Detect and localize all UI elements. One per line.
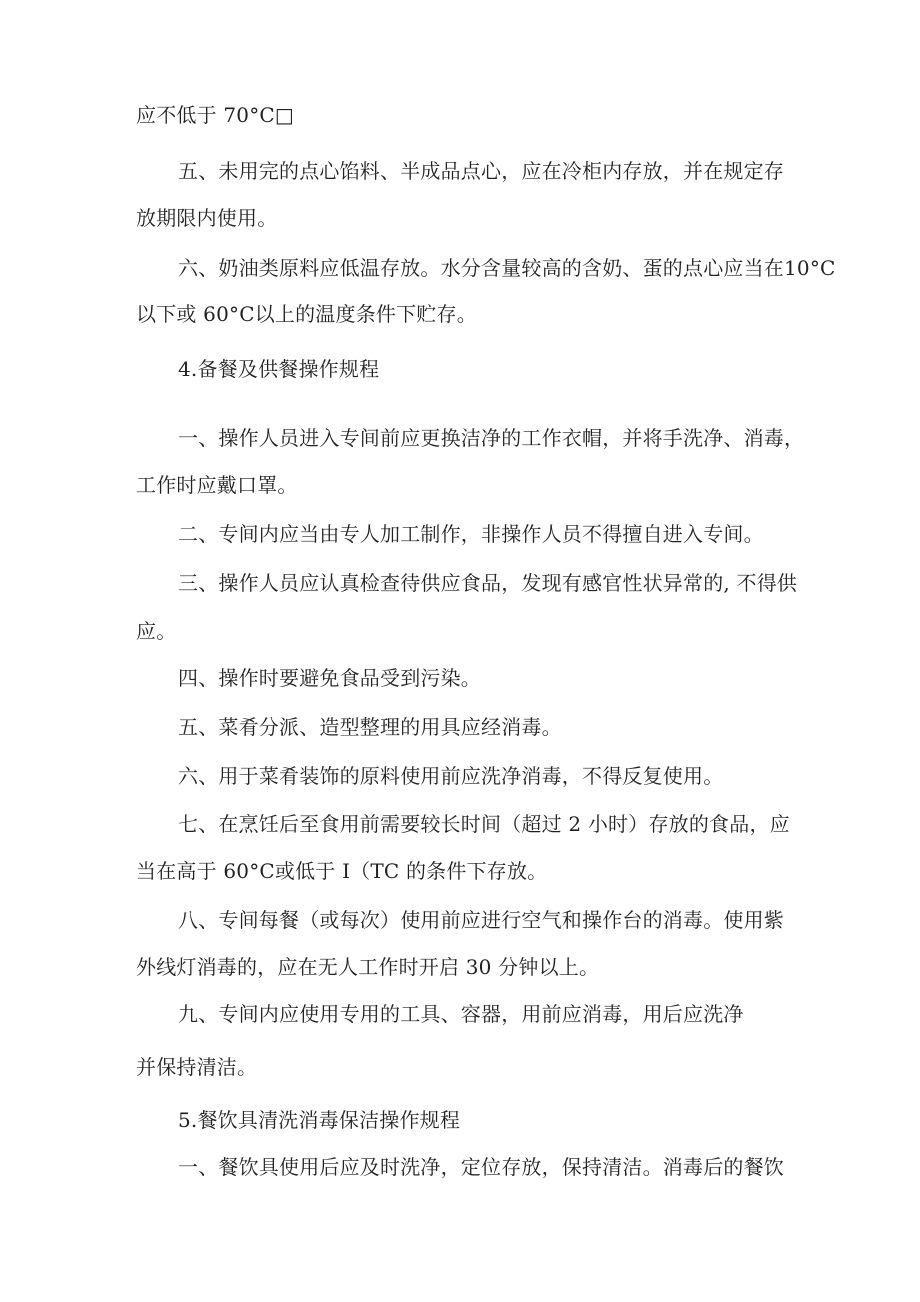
text-line: 工作时应戴口罩。	[136, 473, 298, 497]
text-line: 应不低于 70°C□	[136, 103, 295, 127]
paragraph-line: 一、操作人员进入专间前应更换洁净的工作衣帽，并将手洗净、消毒，	[178, 426, 805, 450]
section-heading: 5.餐饮具清洗消毒保洁操作规程	[178, 1108, 461, 1132]
paragraph-line: 二、专间内应当由专人加工制作，非操作人员不得擅自进入专间。	[178, 522, 764, 546]
paragraph-line: 三、操作人员应认真检查待供应食品，发现有感官性状异常的, 不得供	[178, 571, 798, 595]
paragraph-line: 一、餐饮具使用后应及时洗净，定位存放，保持清洁。消毒后的餐饮	[178, 1155, 784, 1179]
text-line: 放期限内使用。	[136, 206, 278, 230]
text-line: 并保持清洁。	[136, 1055, 258, 1079]
paragraph-line: 五、菜肴分派、造型整理的用具应经消毒。	[178, 715, 562, 739]
text-line: 外线灯消毒的，应在无人工作时开启 30 分钟以上。	[136, 955, 600, 979]
text-line: 以下或 60°C以上的温度条件下贮存。	[136, 302, 477, 326]
text-line: 应。	[136, 619, 177, 643]
text-line: 当在高于 60°C或低于 I（TC 的条件下存放。	[136, 859, 548, 883]
paragraph-line: 六、奶油类原料应低温存放。水分含量较高的含奶、蛋的点心应当在10°C	[178, 256, 836, 280]
paragraph-line: 九、专间内应使用专用的工具、容器，用前应消毒，用后应洗净	[178, 1002, 744, 1026]
paragraph-line: 六、用于菜肴装饰的原料使用前应洗净消毒，不得反复使用。	[178, 764, 724, 788]
paragraph-line: 七、在烹饪后至食用前需要较长时间（超过 2 小时）存放的食品，应	[178, 812, 790, 836]
paragraph-line: 五、未用完的点心馅料、半成品点心，应在冷柜内存放，并在规定存	[178, 159, 784, 183]
paragraph-line: 四、操作时要避免食品受到污染。	[178, 666, 481, 690]
paragraph-line: 八、专间每餐（或每次）使用前应进行空气和操作台的消毒。使用紫	[178, 908, 784, 932]
section-heading: 4.备餐及供餐操作规程	[178, 357, 380, 381]
